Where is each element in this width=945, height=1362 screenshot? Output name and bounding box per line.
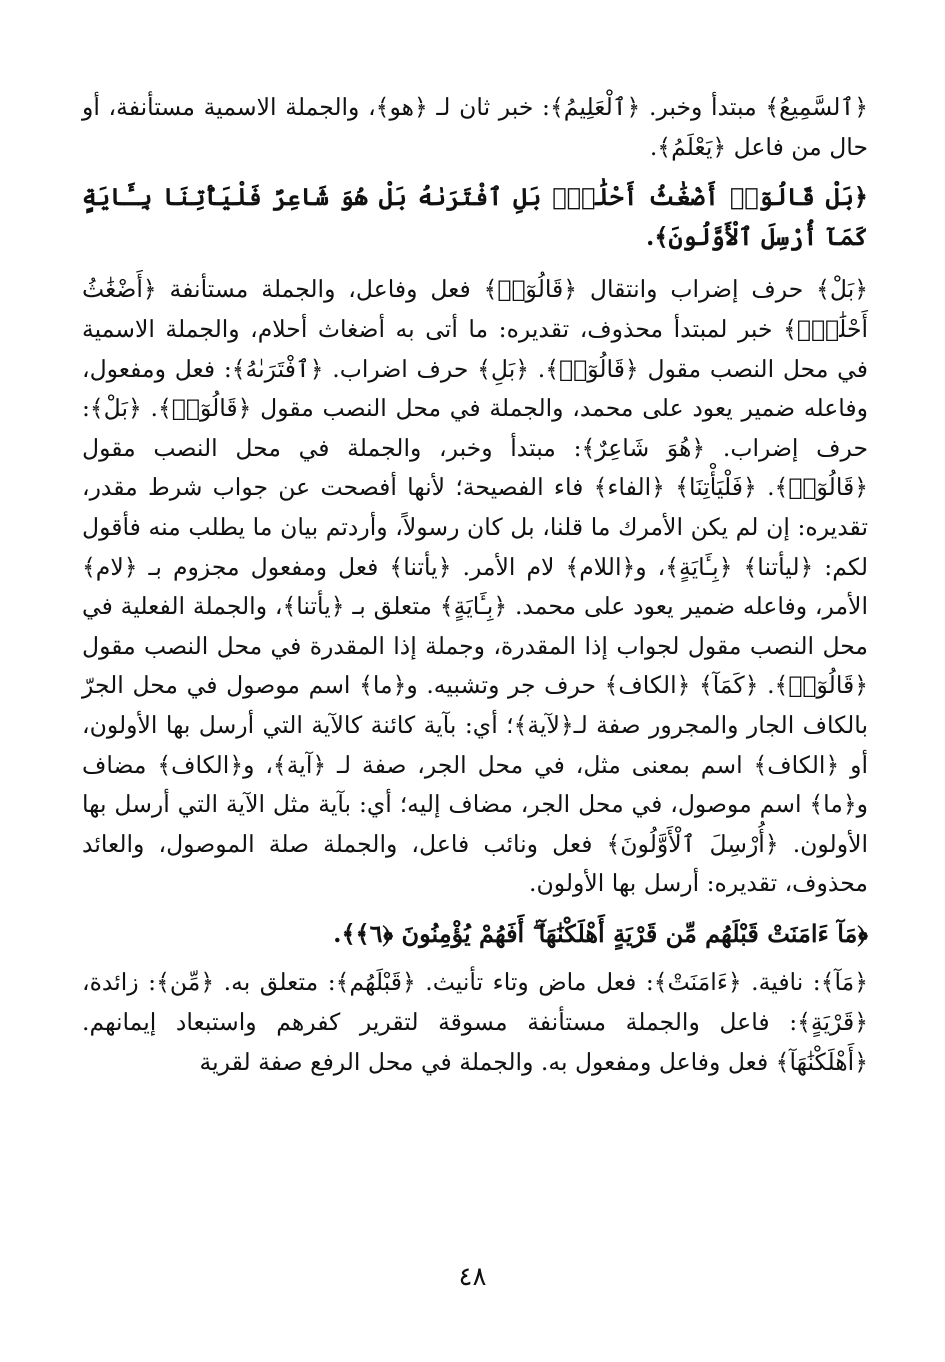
page-body <box>82 88 868 1082</box>
spacer <box>82 904 868 914</box>
paragraph-intro: ﴿ٱلسَّمِيعُ﴾ مبتدأ وخبر. ﴿ٱلْعَلِيمُ﴾: خبر ثان لـ ﴿هو﴾، والجملة الاسمية مستأنفة، أو حال من فاعل ﴿يَعْلَمُ﴾. <box>82 93 868 161</box>
spacer <box>82 256 868 270</box>
page-number: ٤٨ <box>458 1262 487 1292</box>
spacer <box>82 167 868 177</box>
quran-verse: ﴿بَلْ قَالُوٓا۟ أَضْغَٰثُ أَحْلَٰمٍۭ بَلِ ٱفْتَرَىٰهُ بَلْ هُوَ شَاعِرٌ فَلْيَأْتِنَا بِـَٔايَةٍ كَمَآ أُرْسِلَ ٱلْأَوَّلُونَ﴾. <box>82 182 868 251</box>
paragraph-analysis: ﴿بَلْ﴾ حرف إضراب وانتقال ﴿قَالُوٓا۟﴾ فعل وفاعل، والجملة مستأنفة ﴿أَضْغَٰثُ أَحْلَٰمٍۭ﴾ خبر لمبتدأ محذوف، تقديره: ما أتى به أضغاث أحلام، والجملة الاسمية في محل النصب مقول ﴿قَالُوٓا۟﴾. ﴿بَلِ﴾ حرف اضراب. ﴿ٱفْتَرَىٰهُ﴾: فعل ومفعول، وفاعله ضمير يعود على محمد، والجملة في محل النصب مقول ﴿قَالُوٓا۟﴾. ﴿بَلْ﴾: حرف إضراب. ﴿هُوَ شَاعِرٌ﴾: مبتدأ وخبر، والجملة في محل النصب مقول ﴿قَالُوٓا۟﴾. ﴿فَلْيَأْتِنَا﴾ ﴿الفاء﴾ فاء الفصيحة؛ لأنها أفصحت عن جواب شرط مقدر، تقديره: إن لم يكن الأمرك ما قلنا، بل كان رسولاً، وأردتم بيان ما يطلب منه فأقول لكم: ﴿ليأتنا﴾ ﴿بِـَٔايَةٍ﴾، و﴿اللام﴾ لام الأمر. ﴿يأتنا﴾ فعل ومفعول مجزوم بـ ﴿لام﴾ الأمر، وفاعله ضمير يعود على محمد. ﴿بِـَٔايَةٍ﴾ متعلق بـ ﴿يأتنا﴾، والجملة الفعلية في محل النصب مقول لجواب إذا المقدرة، وجملة إذا المقدرة في محل النصب مقول ﴿قَالُوٓا۟﴾. ﴿كَمَآ﴾ ﴿الكاف﴾ حرف جر وتشبيه. و﴿ما﴾ اسم موصول في محل الجرّ بالكاف الجار والمجرور صفة لـ﴿لآية﴾؛ أي: بآية كائنة كالآية التي أرسل بها الأولون، أو ﴿الكاف﴾ اسم بمعنى مثل، في محل الجر، صفة لـ ﴿آية﴾، و﴿الكاف﴾ مضاف و﴿ما﴾ اسم موصول، في محل الجر، مضاف إليه؛ أي: بآية مثل الآية التي أرسل بها الأولون. ﴿أُرْسِلَ ٱلْأَوَّلُونَ﴾ فعل ونائب فاعل، والجملة صلة الموصول، والعائد محذوف، تقديره: أرسل بها الأولون. <box>82 275 869 898</box>
paragraph-analysis-2: ﴿مَآ﴾: نافية. ﴿ءَامَنَتْ﴾: فعل ماض وتاء تأنيث. ﴿قَبْلَهُم﴾: متعلق به. ﴿مِّن﴾: زائدة، ﴿قَرْيَةٍ﴾: فاعل والجملة مستأنفة مسوقة لتقرير كفرهم واستبعاد إيمانهم. ﴿أَهْلَكْنَٰهَآ﴾ فعل وفاعل ومفعول به. والجملة في محل الرفع صفة لقرية <box>82 968 868 1076</box>
quran-verse-2: ﴿مَآ ءَامَنَتْ قَبْلَهُم مِّن قَرْيَةٍ أَهْلَكْنَٰهَآ ۖ أَفَهُمْ يُؤْمِنُونَ ﴿٦﴾﴾. <box>333 918 868 948</box>
spacer <box>82 953 868 963</box>
